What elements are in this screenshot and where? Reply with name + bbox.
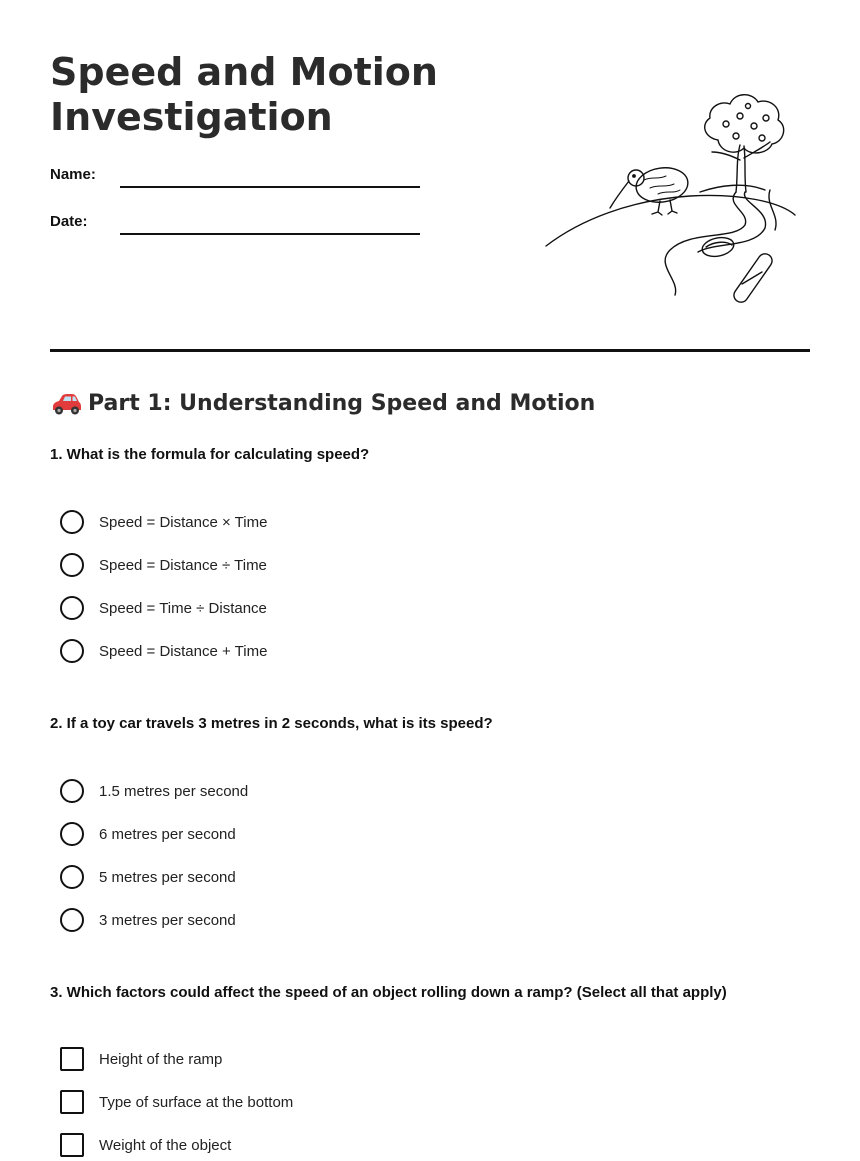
q2-option-3[interactable] — [60, 864, 236, 890]
option-label: 3 metres per second — [99, 911, 236, 929]
option-label: Height of the ramp — [99, 1050, 223, 1068]
name-label: Name: — [50, 166, 96, 183]
name-field[interactable] — [50, 166, 420, 196]
option-label: Speed = Distance + Time — [99, 642, 268, 660]
car-icon — [50, 391, 82, 417]
date-input-line[interactable] — [120, 233, 420, 235]
radio-button[interactable] — [60, 510, 84, 534]
q3-option-2[interactable] — [60, 1089, 293, 1115]
section-divider — [50, 349, 810, 352]
question-3: 3. Which factors could affect the speed of an object rolling down a ramp? (Select all that apply) — [50, 984, 727, 1001]
option-label: 1.5 metres per second — [99, 782, 249, 800]
radio-button[interactable] — [60, 639, 84, 663]
option-label: 5 metres per second — [99, 868, 236, 886]
hill-top — [700, 185, 765, 192]
q3-option-1[interactable] — [60, 1046, 222, 1072]
radio-button[interactable] — [60, 822, 84, 846]
q2-option-4[interactable] — [60, 907, 236, 933]
question-2: 2. If a toy car travels 3 metres in 2 seconds, what is its speed? — [50, 715, 493, 732]
q2-option-2[interactable] — [60, 821, 236, 847]
option-label: Speed = Distance × Time — [99, 513, 268, 531]
q1-option-2[interactable] — [60, 552, 267, 578]
q1-option-4[interactable] — [60, 638, 267, 664]
kiwi-hill-illustration — [540, 80, 800, 310]
checkbox[interactable] — [60, 1133, 84, 1157]
option-label: Speed = Distance ÷ Time — [99, 556, 267, 574]
option-label: Weight of the object — [99, 1136, 232, 1154]
q3-option-3[interactable] — [60, 1132, 231, 1158]
section-heading-text: Part 1: Understanding Speed and Motion — [88, 391, 596, 416]
q2-option-1[interactable] — [60, 778, 248, 804]
page-title — [50, 50, 510, 140]
kiwi-beak — [610, 181, 629, 208]
radio-button[interactable] — [60, 779, 84, 803]
option-label: Speed = Time ÷ Distance — [99, 599, 267, 617]
checkbox[interactable] — [60, 1090, 84, 1114]
section-heading — [50, 389, 595, 419]
title-line-2: Investigation — [50, 95, 333, 139]
question-1: 1. What is the formula for calculating speed? — [50, 446, 370, 463]
checkbox[interactable] — [60, 1047, 84, 1071]
option-label: Type of surface at the bottom — [99, 1093, 294, 1111]
q1-option-3[interactable] — [60, 595, 267, 621]
name-input-line[interactable] — [120, 186, 420, 188]
tree-canopy — [705, 95, 784, 153]
radio-button[interactable] — [60, 908, 84, 932]
title-line-1: Speed and Motion — [50, 50, 438, 94]
date-label: Date: — [50, 213, 88, 230]
radio-button[interactable] — [60, 596, 84, 620]
radio-button[interactable] — [60, 553, 84, 577]
option-label: 6 metres per second — [99, 825, 236, 843]
q1-option-1[interactable] — [60, 509, 267, 535]
date-field[interactable] — [50, 213, 420, 243]
radio-button[interactable] — [60, 865, 84, 889]
